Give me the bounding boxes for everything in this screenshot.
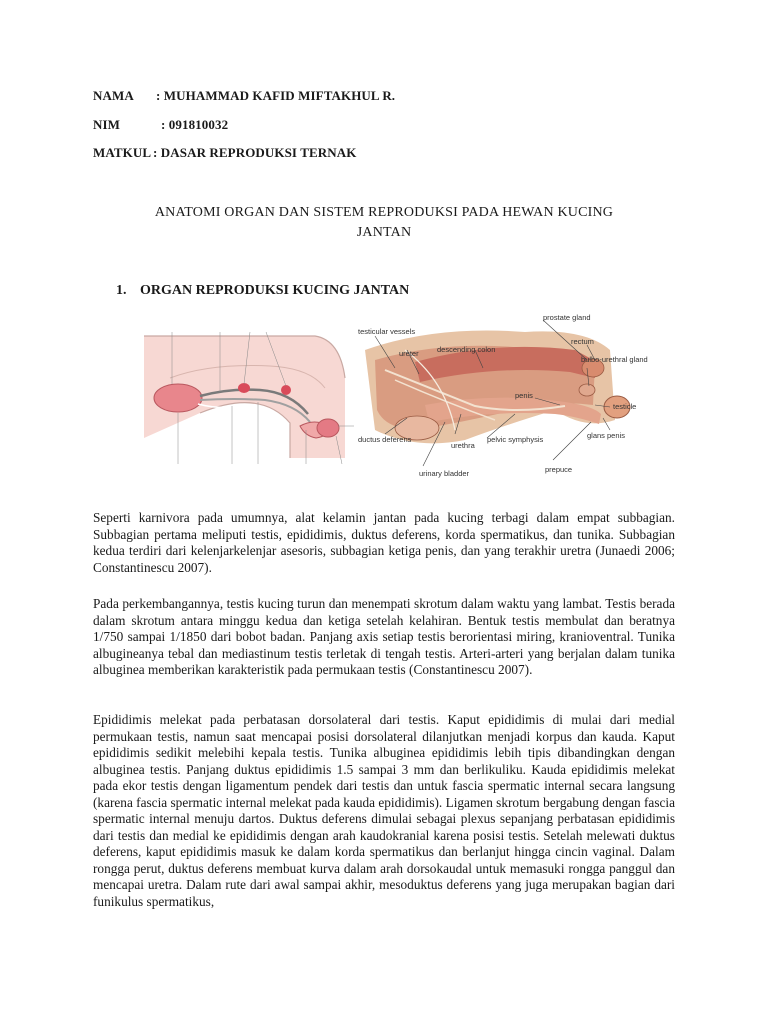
title-line-1: ANATOMI ORGAN DAN SISTEM REPRODUKSI PADA HEWAN KUCING xyxy=(154,205,614,220)
document-title xyxy=(100,203,668,243)
label-pelvic-symphysis: pelvic symphysis xyxy=(487,435,544,444)
title-line-2: JANTAN xyxy=(356,225,412,240)
nama-value: : MUHAMMAD KAFID MIFTAKHUL R. xyxy=(156,88,396,103)
label-ductus-deferens: ductus deferens xyxy=(358,435,412,444)
paragraph-2: Pada perkembangannya, testis kucing turun dan menempati skrotum dalam waktu yang lambat. Testis berada dalam skrotum antara minggu kedua dan ketiga setelah kelahiran. Bentuk testis membulat dan beratnya 1/750 sampai 1/1850 dari bobot badan. Panjang axis setiap testis berorientasi miring, kranioventral. Tunika albugineanya tebal dan mediastinum testis terletak di tengah testis. Arteri-arteri yang berjalan dalam tunika albuginea memberikan karakteristik pada permukaan testis (Constantinescu 2007). xyxy=(93,596,675,677)
matkul-label: MATKUL xyxy=(93,145,152,160)
matkul-value: : DASAR REPRODUKSI TERNAK xyxy=(153,145,357,160)
section-title: ORGAN REPRODUKSI KUCING JANTAN xyxy=(140,283,410,298)
label-penis: penis xyxy=(515,391,533,400)
header-matkul-row xyxy=(93,145,357,161)
label-rectum: rectum xyxy=(571,337,594,346)
label-urethra: urethra xyxy=(451,441,475,450)
label-prepuce: prepuce xyxy=(545,465,573,474)
header-nim-row xyxy=(93,117,229,133)
label-ureter: ureter xyxy=(399,349,419,358)
label-testicular-vessels: testicular vessels xyxy=(358,327,416,336)
section-number: 1. xyxy=(116,283,127,298)
paragraph-3: Epididimis melekat pada perbatasan dorsolateral dari testis. Kaput epididimis di mulai dari medial permukaan testis, namun saat mencapai posisi dorsolateral dilanjutkan menjadi korpus dan kauda. Kaput epididimis sedikit melebihi kepala testis. Tunika albuginea epididimis lebih tipis dibandingkan dengan albuginea testis. Panjang duktus epididimis 1.5 sampai 3 mm dan berlikuliku. Kauda epididimis melekat pada ekor testis dengan ligamentum pendek dari testis dan untuk fascia spermatic internal secara langsung (karena fascia spermatic internal melekat pada kauda epididimis). Ligamen skrotum bergabung dengan fascia spermatic internal menuju dartos. Duktus deferens dimulai sebagai plexus sepanjang perbatasan epididimis dari testis dan medial ke epididimis dengan arah kaudokranial karena posisi testis. Setelah melewati duktus deferens, kaput epididimis masuk ke dalam korda spermatikus dan berlanjut hingga cincin vaginal. Dalam rongga perut, duktus deferens membuat kurva dalam arah dorsokaudal untuk memasuki rongga panggul dan mencapai uretra. Dalam rute dari awal sampai akhir, mesoduktus deferens yang juga merupakan bagian dari funikulus spermatikus, xyxy=(93,712,676,909)
anatomical-illustration xyxy=(355,310,648,482)
nim-label: NIM xyxy=(93,117,121,132)
section-heading xyxy=(116,283,409,299)
header-nama-row xyxy=(93,88,396,104)
label-urinary-bladder: urinary bladder xyxy=(419,469,470,478)
label-prostate-gland: prostate gland xyxy=(543,313,591,322)
label-testicle: testicle xyxy=(613,402,637,411)
nama-label: NAMA xyxy=(93,88,134,103)
schematic-reproductive-diagram xyxy=(140,318,362,478)
label-glans-penis: glans penis xyxy=(587,431,625,440)
paragraph-1: Seperti karnivora pada umumnya, alat kelamin jantan pada kucing terbagi dalam empat subbagian. Subbagian pertama meliputi testis, epididimis, duktus deferens, korda spermatikus, dan tunika. Subbagian kedua terdiri dari kelenjarkelenjar asesoris, subbagian ketiga penis, dan yang terakhir uretra (Junaedi 2006; Constantinescu 2007). xyxy=(93,510,675,575)
label-bulbourethral-gland: bulbo-urethral gland xyxy=(581,355,648,364)
nim-value: : 091810032 xyxy=(161,117,229,132)
label-descending-colon: descending colon xyxy=(437,345,496,354)
